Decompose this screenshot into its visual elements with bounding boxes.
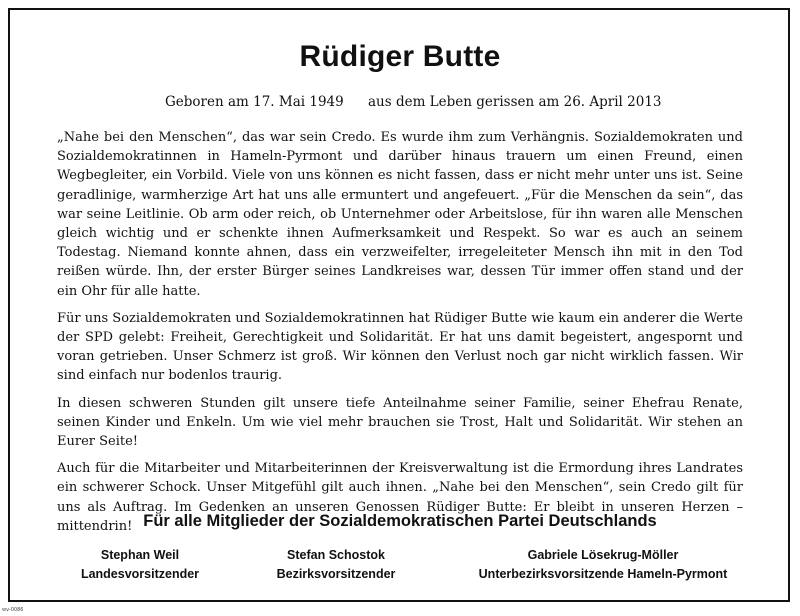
signatory-role: Bezirksvorsitzender xyxy=(276,567,396,581)
signatory-name: Stephan Weil xyxy=(100,548,180,562)
body-paragraph-3: In diesen schweren Stunden gilt unsere tiefe Anteilnahme seiner Familie, seiner Ehefrau Renate, seinen Kinder und Enkeln. Um wie viel mehr brauchen sie Trost, Halt und Solidarität. Wir stehen an Eurer Seite! xyxy=(57,395,743,450)
deceased-name: Rüdiger Butte xyxy=(299,40,501,73)
signatory-role: Unterbezirksvorsitzende Hameln-Pyrmont xyxy=(478,567,728,581)
signatory-3 xyxy=(450,546,756,584)
signatory-1 xyxy=(52,546,228,584)
signatory-2 xyxy=(248,546,424,584)
signatory-role: Landesvorsitzender xyxy=(80,567,200,581)
body-paragraph-2: Für uns Sozialdemokraten und Sozialdemokratinnen hat Rüdiger Butte wie kaum ein anderer die Werte der SPD gelebt: Freiheit, Gerechtigkeit und Solidarität. Er hat uns damit begeistert, angespornt und voran getrieben. Unser Schmerz ist groß. Wir können den Verlust noch gar nicht wirklich fassen. Wir sind einfach nur bodenlos traurig. xyxy=(57,310,743,384)
birth-date: Geboren am 17. Mai 1949 xyxy=(165,94,344,110)
organization-line: Für alle Mitglieder der Sozialdemokratischen Partei Deutschlands xyxy=(143,512,657,530)
notice-body xyxy=(57,128,743,544)
death-date: aus dem Leben gerissen am 26. April 2013 xyxy=(368,94,662,110)
corner-code: wv-0086 xyxy=(2,607,24,613)
body-paragraph-4: Auch für die Mitarbeiter und Mitarbeiterinnen der Kreisverwaltung ist die Ermordung ihres Landrates ein schwerer Schock. Unser Mitgefühl gilt auch ihnen. „Nahe bei den Menschen“, sein Credo gilt für uns als Auftrag. Im Gedenken an unseren Genossen Rüdiger Butte: Er bleibt in unseren Herzen – mittendrin! xyxy=(57,461,743,534)
signatory-name: Gabriele Lösekrug-Möller xyxy=(527,548,679,562)
body-paragraph-1: „Nahe bei den Menschen“, das war sein Credo. Es wurde ihm zum Verhängnis. Sozialdemokraten und Sozialdemokratinnen in Hameln-Pyrmont und darüber hinaus trauern um einen Freund, einen Wegbegleiter, ein Vorbild. Viele von uns können es nicht fassen, dass er nicht mehr unter uns ist. Seine geradlinige, warmherzige Art hat uns alle ermuntert und angefeuert. „Für die Menschen da sein“, das war seine Leitlinie. Ob arm oder reich, ob Unternehmer oder Arbeitslose, für ihn waren alle Menschen gleich wichtig und er schenkte ihnen Aufmerksamkeit und Respekt. So war es auch an seinem Todestag. Niemand konnte ahnen, dass ein verzweifelter, irregeleiteter Mensch ihn mit in den Tod reißen würde. Ihn, der erster Bürger seines Landkreises war, dessen Tür immer offen stand und der ein Ohr für alle hatte. xyxy=(57,130,743,299)
signatory-name: Stefan Schostok xyxy=(287,548,385,562)
